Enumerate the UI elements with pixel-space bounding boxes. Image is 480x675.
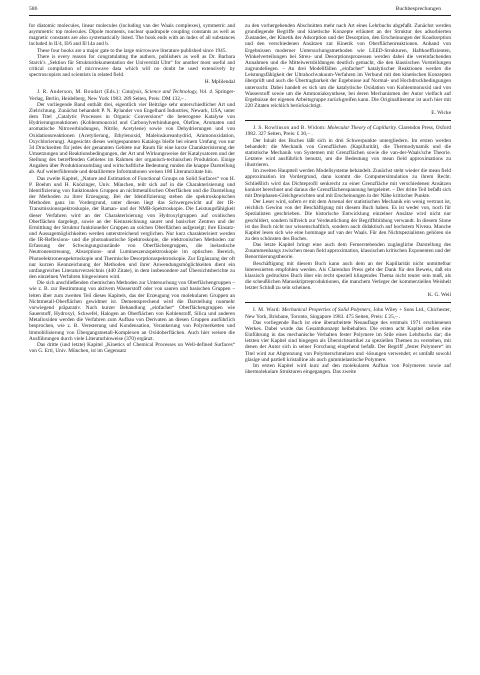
paragraph: Das zweite Kapitel, „Nature and Estimation of Functional Groups on Solid Surfaces“ von H. P. Boehm und H. Knözinger, Univ. München, teilt sich auf in die Charakterisierung und Identifizierung von funktionalen Gruppen an nichtmetallischen Oberflächen und die Darstellung der Methoden zu ihrer Erzeugung. Bei der Identifizierung stehen die spektroskopischen Methoden ganz im Vordergrund, unter diesen liegt das Schwergewicht auf der IR-Transmissionsspektroskopie, der Raman- und der NMR-Spektroskopie. Die Leistungsfähigkeit dieser Verfahren wird an der Charakterisierung von Hydroxylgruppen auf oxidischen Oberflächen dargelegt, sowie an der Kennzeichnung saurer und basischer Zentren und der Ermittlung der Struktur funktioneller Gruppen an solchen Oberflächen aufgezeigt; ihre Einsatz- und Aussagemöglichkeiten werden unterstreichend verglichen. Nur kurz charakterisiert werden die IR-Reflexions- und die photoakustische Spektroskopie, die elektronischen Methoden zur Erfassung der Schwingungszustände von Oberflächengruppen, die inelastische Neutronenstreuung, Absorptions- und Lumineszenzspektroskopie im optischen Bereich, Photoelektronenspektroskopie und Thermische Desorptionsspektroskopie. Zur Ergänzung der oft nur kurzen Kennzeichnung der Methoden und ihrer Anwendungsmöglichkeiten dient ein umfangreiches Literaturverzeichnis (440 Zitate), in dem insbesondere auf Übersichtsberichte zu den einzelnen Verfahren hingewiesen wird.	[29, 175, 235, 281]
review-authors: J. S. Rowlinson and B. Widom:	[253, 125, 326, 132]
review-publisher: Clarendon Press, Oxford 1982. 327 Seiten, Preis: £ 30,– .	[245, 125, 451, 138]
paragraph: Im ersten Kapitel wird kurz auf den molekularen Aufbau von Polymeren sowie auf übermolekulare Strukturen eingegangen. Das zweite	[245, 362, 451, 375]
review-title: Molecular Theory of Capillarity.	[327, 125, 397, 132]
paragraph: Das letzte Kapitel bringt eine auch dem Fernerstehenden zugängliche Darstellung des Zusammenhangs zwischen mean field approximation, klassischen kritischen Exponenten und der Renormierungstheorie.	[245, 242, 451, 261]
section-divider	[245, 302, 451, 303]
paragraph: Die sich anschließenden chemischen Methoden zur Untersuchung von Oberflächengruppen – wie z. B. zur Bestimmung von aktivem Wasserstoff oder von sauren und basischen Gruppen – leiten über zum zweiten Teil dieses Kapitels, das der Erzeugung von molekularen Gruppen an Nichtmetall-Oberflächen gewidmet ist. Dementsprechend wird die Darstellung nunmehr vorwiegend präparativ. Nach kurzer Behandlung „einfacher“ Oberflächengruppen wie Sauerstoff, Hydroxyl, Schwefel, Halogen an Oberflächen von Kohlenstoff, Silica und anderen Metalloxiden werden die Verfahren zum Aufbau von Derivaten an diesen Gruppen ausführlich besprochen, wie z. B. Veresterung und Kondensation, Verankerung von Polymerketten und Immobilisierung von Übergangsmetall-Komplexen an Oxidoberflächen. Auch hier weisen die Ausführungen durch viele Literaturhinweise (370) ergänzt.	[29, 280, 235, 342]
review-publisher: Springer-Verlag, Berlin, Heidelberg, New York 1983. 289 Seiten, Preis: DM 132,– .	[29, 89, 235, 102]
section-title: Buchbesprechungen	[395, 6, 441, 12]
review-heading	[245, 125, 451, 137]
review-authors: I. M. Ward:	[253, 307, 281, 314]
paragraph: zu den vorhergehenden Abschnitten mehr nach Art eines Lehrbuchs abgefaßt. Zunächst werden grundlegende Begriffe und kinetische Konzepte erläutert an der Struktur des adsorbierten Zustandes, der Kinetik der Adsorption und der Desorption, den Erscheinungen der Koadsorption und den verschiedenen Ansätzen zur Kinetik von Oberflächenreaktionen. Anhand von Ergebnissen moderner Untersuchungsmethoden wie LEED-Strukturen, Haftkoeffizienten, Winkelverteilungen bei Streu- und Desorptionsprozessen werden dabei die vereinfachenden Annahmen und die Mittelwertsbildungen deutlich gemacht, die den klassischen Vorstellungen zugrundeliegen. – An drei Modellfällen „einfacher“ katalytischer Reaktionen werden die Leistungsfähigkeit der Ultrahochvakuum-Verfahren im Verbund mit den kinetischen Konzepten überprüft und auch die Übertragbarkeit der Ergebnisse auf Normal- und Hochdruckbedingungen untersucht. Dabei handelt es sich um die katalytische Oxidation von Kohlenmonoxid und von Wasserstoff sowie um die Ammoniaksynthese, bei deren Mechanismen der Autor vielfach auf Ergebnisse der eigenen Arbeitsgruppe zurückgreifen kann. Die Originalliteratur ist auch hier mit 220 Zitaten reichlich berücksichtigt.	[245, 23, 451, 110]
reviewer-signature: K. G. Weil	[427, 292, 451, 299]
paragraph: for diatomic molecules, linear molecules (including van der Waals complexes), symmetric and asymmetric top molecules. Dipole moments, nuclear quadrupole coupling constants as well as magnetic constants are also systematically listed. The book ends with an index of all substances included in II/4, II/6 and II/14a and b.	[29, 23, 235, 48]
review-heading	[29, 89, 235, 101]
paragraph: Beschäftigung mit diesem Buch kann auch dem an der Kapillarität nicht unmittelbar Interessierten empfohlen werden. Als Clarendon Press gebt der Dank für den Beweis, daß ein klassisch gedrucktes Buch über ein recht speziell klingendes Thema nicht teurer sein muß, als die scheußlichen Manuskriptreproduktionen, die manchem Verleger der kommerziellen Weisheit letzter Schluß zu sein scheinen.	[245, 260, 451, 292]
page-number: 586	[29, 6, 38, 12]
review-publisher: John Wiley + Sons Ltd., Chichester, New York, Brisbane, Toronto, Singapore 1983. 475 Seiten, Preis: £ 25,– .	[245, 307, 452, 320]
reviewer-signature: E. Wicke	[431, 110, 451, 117]
running-head	[29, 6, 451, 16]
section-divider	[245, 120, 451, 121]
review-title: Catalysis, Science and Technology, Vol. 4.	[121, 89, 214, 96]
paragraph: Der Inhalt des Buches läßt sich in drei Schwerpunkte untergliedern. Im ersten werden behandelt: die Mechanik von Grenzflächen (Kapillarität), die Thermodynamik und die statistische Mechanik von Systemen mit Grenzflächen sowie die van-der-Waals'sche Theorie. Letztere wird ausführlich benutzt, um die Bedeutung von mean field approximations zu illustrieren.	[245, 137, 451, 169]
left-column	[29, 23, 235, 375]
paragraph: Im zweiten Hauptteil werden Modellsysteme behandelt. Zunächst steht wieder die mean field approximation im Vordergrund, dann kommt die Computersimulation zu ihrem Recht. Schließlich wird das Dichteprofil senkrecht zu einer Grenzfläche mit verschiedenen Ansätzen konkret berechnet und daraus die Grenzflächenspannung hergeleitet. – Der dritte Teil befaßt sich mit Dreiphasen-Gleichgewichten und mit Erscheinungen in der Nähe kritischer Punkte.	[245, 168, 451, 199]
review-heading	[245, 307, 451, 319]
paragraph: These four books are a major gate to the large microwave literature published since 1945.	[37, 47, 227, 54]
review-title: Mechanical Properties of Solid Polymers,	[281, 307, 372, 314]
paragraph: Das vorliegende Buch ist eine überarbeitete Neuauflage des erstmals 1971 erschienenen Werkes. Dabei wurde das Gesamtkonzept beibehalten. Die ersten acht Kapitel stellen eine Einführung in das mechanische Verhalten fester Polymere im Stile eines Lehrbuchs dar; die letzten vier Kapitel sind hingegen als Übersichtsartikel zu speziellen Themen zu verstehen, mit denen der Autor sich in seiner Forschung eingehend befaßt. Der Begriff „fester Polymere“ im Titel wird zur Abgrenzung von Polymerschmelzen und -lösungen verwendet; er umfaßt sowohl glasige und partiell kristalline als auch gummielastische Polymere.	[245, 319, 451, 363]
right-column	[245, 23, 451, 375]
paragraph: Der Leser wird, sofern er mit dem Arsenal der statistischen Mechanik ein wenig vertraut ist, reichlich Gewinn von der Beschäftigung mit diesem Buch haben. Es ist weder von, noch für Spezialisten geschrieben. Die historische Entwicklung einzelner Ansätze wird nicht nur geschildert, sondern hilfreich zur Verdeutlichung der Begriffsbildung verwandt. In diesem Sinne ist das Buch nicht nur wissenschaftlich, sondern auch didaktisch auf hochstem Niveau. Manche Kapitel lesen sich wie eine hommage auf van der Waals. Für den Nichtspezialisten gehören sie zu den schönsten des Buches.	[245, 199, 451, 242]
reviewer-signature: H. Mplilendal	[204, 79, 235, 86]
paragraph: Der vorliegende Band enthält drei, eigentlich vier Beiträge sehr unterschiedlicher Art und Zielrichtung. Zunächst behandelt P. N. Rylander von Engelhard Industries, Newark, USA, unter dem Titel „Catalytic Processes in Organic Conversions“ die heterogene Katalyse von Hydrierungsreaktionen (Kohlenmonoxid und Carbonylverbindungen, Olefine, Aromaten und aromatische Nitroverbindungen, Nitrile, Acetylene) sowie von Dehydrierungen und von Oxidationsreaktionen (Acetylierung, Ethylenoxid, Maleinsäureanhydrid, Ammonoxidation, Oxychlorierung). Angesichts dieses weitgespannten Katalogs bleibt bei einem Umfang von nur 34 Druckseiten für jedes der genannten Gebiete nur Raum für eine kurze Charakterisierung der Umsetzungen und Reaktionsbedingungen, der Art und Wirkungsweise der Katalysatoren und der Stellung des betreffenden Gebietes im Rahmen der organisch-technischen Produktion. Einige Angaben über Produktionsumfang und wirtschaftliche Bedeutung runden die knappe Darstellung ab. Auf weiterführende und detailliertere Informationen weisen 180 Literaturzitate hin.	[29, 101, 235, 176]
review-authors: J. R. Anderson, M. Boudart (Eds.):	[37, 89, 121, 96]
paragraph: Das dritte (und letzte) Kapitel „Kinetics of Chemical Processes on Well-defined Surfaces“ von G. Ertl, Univ. München, ist im Gegensatz	[29, 341, 235, 354]
text-columns	[29, 23, 451, 375]
paragraph: There is every reason for congratulating the authors, publishers as well as Dr. Barbara Starck's „Sektion für Strukturdokumentation der Universität Ulm“ for another most useful and critical compilation of microwave data which will no doubt be used extensively by spectroscopists and scientists in related field.	[29, 53, 235, 79]
